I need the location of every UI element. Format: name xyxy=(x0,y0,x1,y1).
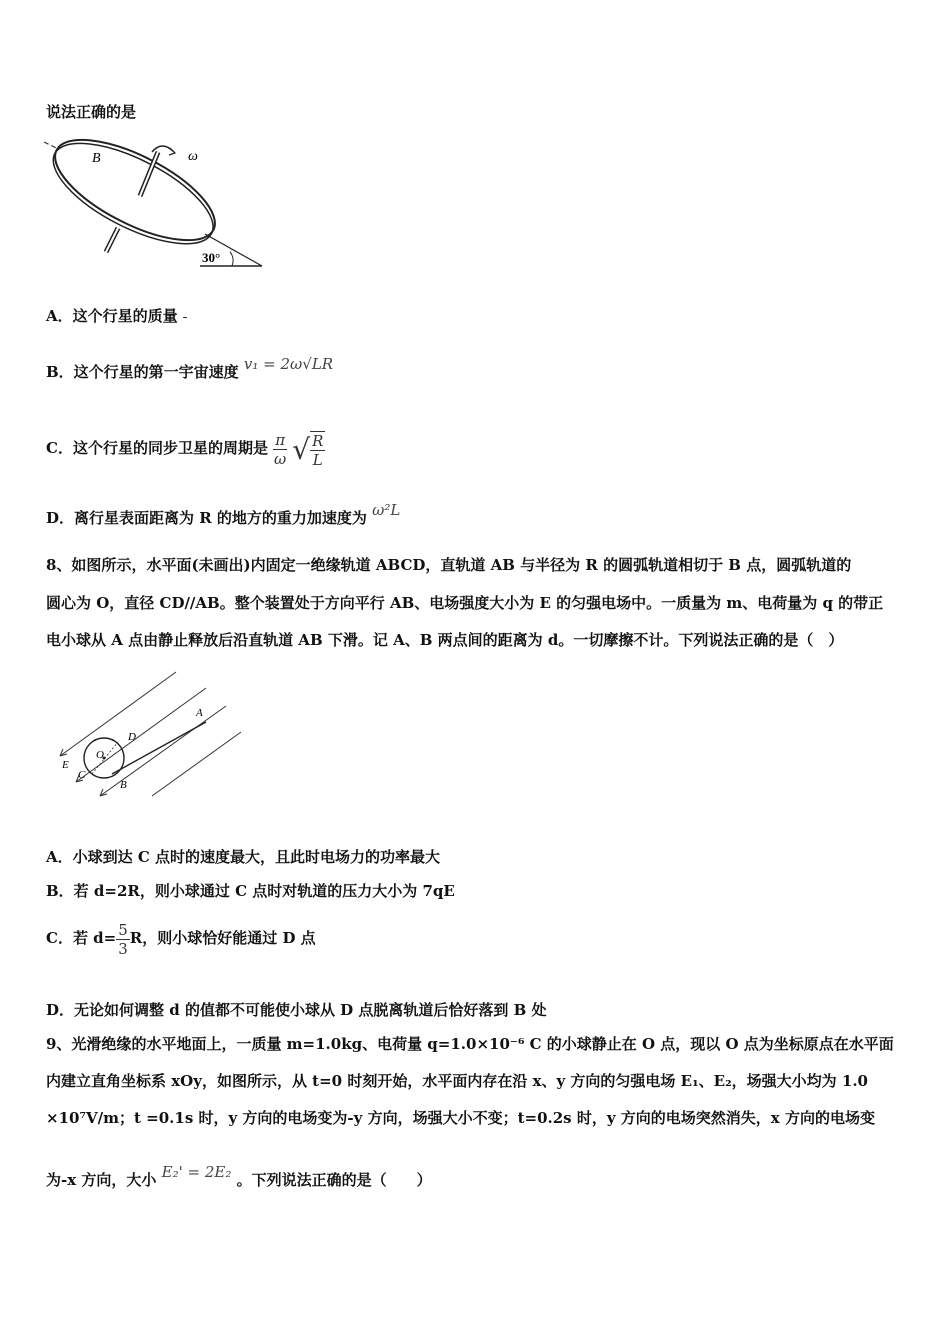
q9-stem-line-4 xyxy=(46,1163,432,1190)
q7-fig-label-omega: ω xyxy=(188,149,198,164)
q8-stem-line-1: 8、如图所示，水平面(未画出)内固定一绝缘轨道 ABCD，直轨道 AB 与半径为 R 的圆弧轨道相切于 B 点，圆弧轨道的 xyxy=(46,556,852,574)
q7-option-b-text: B．这个行星的第一宇宙速度 xyxy=(46,363,239,381)
q8-track-figure xyxy=(56,670,246,800)
q8-option-c-fraction: $\frac{5}{3}$ xyxy=(118,920,128,958)
q7-option-b-formula: v₁ = 2ω√LR xyxy=(243,355,334,373)
q8-option-d: D．无论如何调整 d 的值都不可能使小球从 D 点脱离轨道后恰好落到 B 处 xyxy=(46,1001,547,1019)
q7-fig-label-angle: 30° xyxy=(202,250,221,265)
q9-stem-4-formula: E₂' = 2E₂ xyxy=(161,1163,232,1181)
q8-fig-label-e: E xyxy=(62,759,69,771)
q7-option-c xyxy=(46,428,325,468)
q7-option-c-root: √ $\frac{R}{L}$ xyxy=(292,431,324,469)
q8-option-a: A．小球到达 C 点时的速度最大，且此时电场力的功率最大 xyxy=(46,848,441,866)
q9-stem-line-3: ×10⁷V/m；t =0.1s 时，y 方向的电场变为-y 方向，场强大小不变；t=0.2s 时，y 方向的电场突然消失，x 方向的电场变 xyxy=(46,1109,875,1127)
q7-option-c-text: C．这个行星的同步卫星的周期是 xyxy=(46,439,268,457)
q8-fig-label-o: O xyxy=(96,749,104,761)
q9-stem-line-2: 内建立直角坐标系 xOy，如图所示，从 t=0 时刻开始，水平面内存在沿 x、y 方向的匀强电场 E₁、E₂，场强大小均为 1.0 xyxy=(46,1072,868,1090)
q8-option-c-prefix: C．若 d= xyxy=(46,929,117,947)
q9-stem-4-suffix: 。下列说法正确的是（ ） xyxy=(236,1171,432,1189)
q7-option-a-text: A．这个行星的质量 xyxy=(46,307,178,325)
q8-fig-label-d: D xyxy=(128,731,136,743)
q7-intro: 说法正确的是 xyxy=(46,103,137,121)
q7-option-d-text: D．离行星表面距离为 R 的地方的重力加速度为 xyxy=(46,509,367,527)
q9-stem-4-prefix: 为-x 方向，大小 xyxy=(46,1171,157,1189)
q8-option-c-suffix: R，则小球恰好能通过 D 点 xyxy=(129,929,316,947)
q8-option-c xyxy=(46,918,316,958)
q7-option-c-fraction: $\frac{\pi}{\omega}$ xyxy=(274,430,287,468)
q7-option-a-formula xyxy=(183,307,187,328)
q8-fig-label-c: C xyxy=(78,769,86,781)
q8-option-b: B．若 d=2R，则小球通过 C 点时对轨道的压力大小为 7qE xyxy=(46,882,455,900)
q7-option-d-formula: ω²L xyxy=(372,501,401,519)
q8-fig-label-b: B xyxy=(120,779,127,791)
q8-fig-label-a: A xyxy=(196,707,203,719)
q7-fig-label-b: B xyxy=(92,151,101,166)
q7-option-a xyxy=(46,306,187,328)
q8-stem-line-3: 电小球从 A 点由静止释放后沿直轨道 AB 下滑。记 A、B 两点间的距离为 d。一切摩擦不计。下列说法正确的是（ ） xyxy=(46,631,844,649)
q7-option-b xyxy=(46,355,334,382)
q7-planet-figure xyxy=(40,138,270,270)
q9-stem-line-1: 9、光滑绝缘的水平地面上，一质量 m=1.0kg、电荷量 q=1.0×10⁻⁶ C 的小球静止在 O 点，现以 O 点为坐标原点在水平面 xyxy=(46,1035,894,1053)
q7-option-d xyxy=(46,501,401,528)
q8-stem-line-2: 圆心为 O，直径 CD//AB。整个装置处于方向平行 AB、电场强度大小为 E 的匀强电场中。一质量为 m、电荷量为 q 的带正 xyxy=(46,594,884,612)
